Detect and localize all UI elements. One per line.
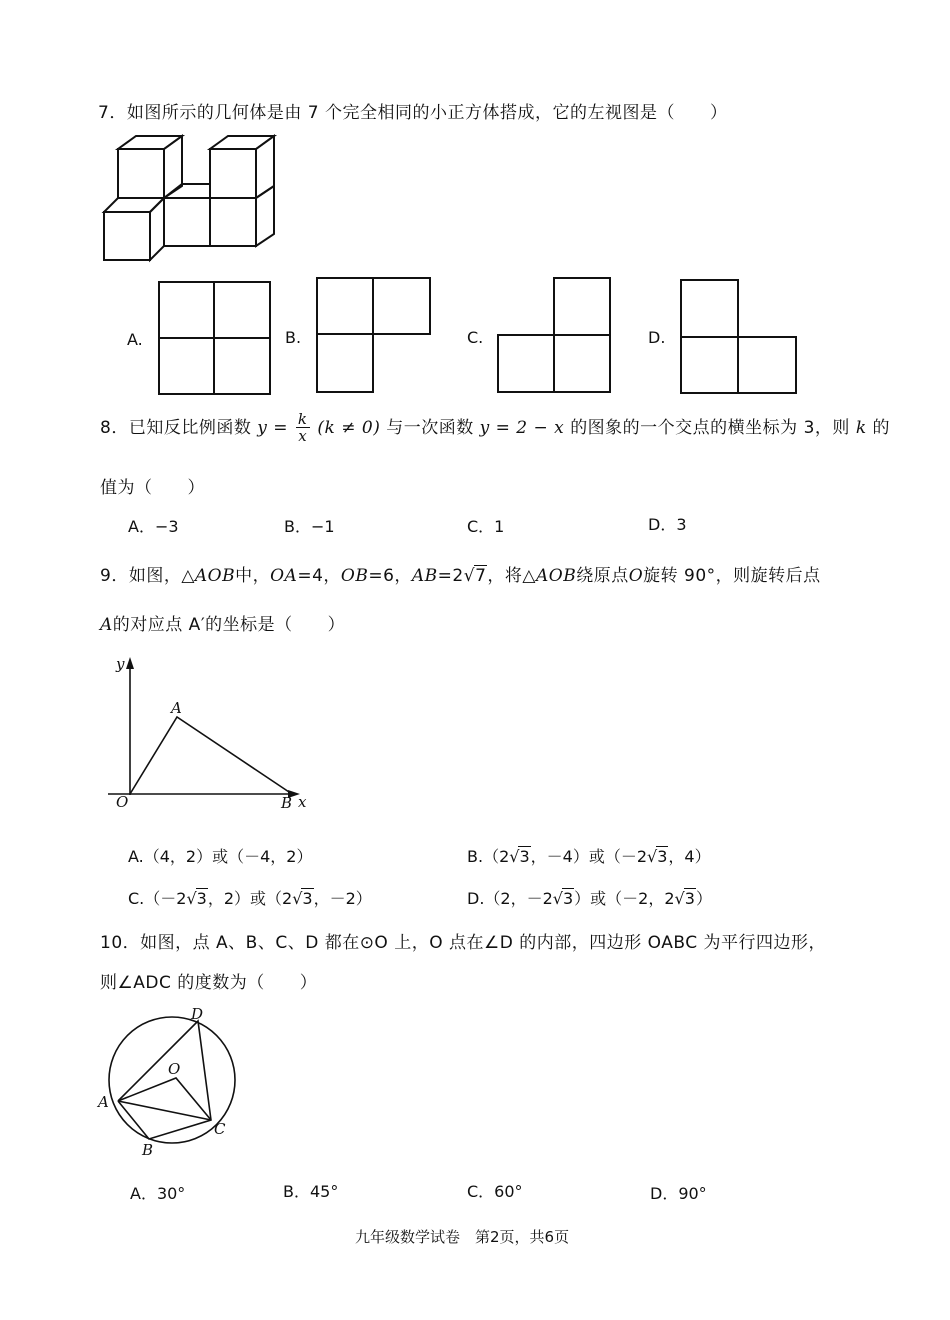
y-axis-arrow [126, 657, 134, 669]
q9-aob: AOB [194, 566, 236, 586]
page-footer: 九年级数学试卷 第2页，共6页 [355, 1228, 570, 1246]
q8-k: k [855, 418, 867, 438]
cube-back-right-top [210, 136, 274, 198]
q8-condition: (k ≠ 0) [317, 418, 381, 438]
q8-mid: 与一次函数 [386, 418, 474, 438]
q9-sqrt-radicand: 7 [475, 566, 487, 586]
q8-prefix: 8．已知反比例函数 [100, 418, 252, 438]
q8-tail: 的 [872, 418, 891, 438]
q9-t6: ，将△ [487, 566, 536, 586]
q9-d-sqrt2: √3 [674, 889, 695, 908]
q7-cube-solid-figure [100, 132, 280, 267]
q9-c-part2: ，2）或（2 [207, 889, 293, 908]
q8-fraction [296, 412, 310, 444]
q7-option-b-label: B. [285, 328, 302, 347]
q9-t3: =4， [297, 566, 341, 586]
q9-o: O [628, 566, 644, 586]
q8-stem-line2: 值为（ ） [100, 478, 205, 498]
q10-option-d: D．90° [650, 1184, 707, 1203]
label-b: B [281, 794, 293, 812]
label-x: x [298, 793, 307, 811]
cube-front-right [210, 186, 274, 246]
q9-option-c [128, 886, 372, 909]
q8-option-c: C．1 [467, 517, 505, 536]
q7-option-d-label: D. [648, 328, 666, 347]
q8-fraction-numerator: k [297, 410, 308, 428]
cube-back-left-top [118, 136, 182, 198]
q9-t8: 旋转 90°，则旋转后点 [643, 566, 821, 586]
quadrilateral-abcd [118, 1021, 211, 1139]
q9-t4: =6， [368, 566, 412, 586]
q9-b-sqrt2: √3 [647, 847, 668, 866]
label-a: A [171, 699, 182, 717]
q8-linear-function: y = 2 − x [479, 418, 565, 438]
q8-suffix: 的图象的一个交点的横坐标为 3，则 [570, 418, 850, 438]
q9-b-sqrt1: √3 [509, 847, 530, 866]
cube-front-left [104, 198, 164, 260]
q10-stem-line2: 则∠ADC 的度数为（ ） [100, 973, 318, 993]
q7-option-a-label: A. [127, 330, 143, 349]
q7-option-c-figure [497, 277, 615, 397]
q7-option-a-figure [158, 281, 273, 396]
cube-middle-top-face [164, 184, 210, 198]
label-d: D [191, 1005, 204, 1023]
q10-option-c: C．60° [467, 1182, 523, 1201]
q9-d-radicand2: 3 [684, 889, 695, 908]
q8-fraction-denominator: x [298, 427, 308, 445]
q9-a: A [100, 615, 113, 635]
q9-t5: =2 [437, 566, 464, 586]
q9-d-sqrt1: √3 [552, 889, 574, 908]
q9-b-part3: ，4） [668, 847, 711, 866]
triangle-aob [130, 717, 292, 794]
q8-y-eq: y = [257, 418, 288, 438]
q9-coordinate-figure [100, 655, 320, 815]
q9-c-radicand2: 3 [302, 889, 313, 908]
q7-option-d-figure [680, 279, 800, 397]
q9-d-radicand1: 3 [562, 889, 574, 908]
q9-c-part3: ，－2） [313, 889, 372, 908]
label-o: O [116, 793, 129, 811]
q8-option-d: D．3 [648, 515, 687, 534]
label-b: B [142, 1141, 154, 1159]
q9-c-sqrt2: √3 [292, 889, 313, 908]
q9-option-b [467, 844, 711, 867]
q9-d-part3: ） [695, 889, 712, 908]
label-y: y [116, 655, 125, 673]
q9-t1: 9．如图，△ [100, 566, 195, 586]
q9-ab: AB [411, 566, 438, 586]
q9-aob2: AOB [535, 566, 577, 586]
label-a: A [98, 1093, 109, 1111]
q9-c-sqrt1: √3 [186, 889, 207, 908]
q9-b-radicand2: 3 [657, 847, 668, 866]
q8-stem-line1 [100, 412, 890, 444]
q9-ob: OB [340, 566, 369, 586]
parallelogram-oabc [118, 1078, 211, 1120]
q9-t2: 中， [235, 566, 271, 586]
label-o: O [168, 1060, 181, 1078]
q9-t7: 绕原点 [576, 566, 629, 586]
q10-option-b: B．45° [283, 1182, 339, 1201]
q9-oa: OA [270, 566, 298, 586]
q9-stem-line1 [100, 561, 821, 586]
label-c: C [214, 1120, 226, 1138]
q7-option-c-label: C. [467, 328, 484, 347]
q9-sqrt: √7 [463, 566, 487, 586]
cube-front-middle [164, 198, 210, 246]
q9-c-part1: C.（－2 [128, 889, 187, 908]
q9-line2: 的对应点 A′的坐标是（ ） [112, 615, 346, 635]
q9-d-part1: D.（2，－2 [467, 889, 553, 908]
q10-option-a: A．30° [130, 1184, 186, 1203]
q9-c-radicand1: 3 [196, 889, 207, 908]
q9-b-part2: ，－4）或（－2 [530, 847, 648, 866]
q9-b-radicand1: 3 [519, 847, 530, 866]
q9-option-d [467, 886, 712, 909]
q8-option-a: A．−3 [128, 517, 179, 536]
q7-option-b-figure [316, 277, 434, 397]
q7-stem: 7．如图所示的几何体是由 7 个完全相同的小正方体搭成，它的左视图是（ ） [98, 103, 728, 123]
q9-b-part1: B.（2 [467, 847, 510, 866]
q10-stem-line1: 10．如图，点 A、B、C、D 都在⊙O 上，O 点在∠D 的内部，四边形 OABC 为平行四边形， [100, 933, 826, 953]
q9-d-part2: ）或（－2，2 [574, 889, 675, 908]
q9-option-a: A.（4，2）或（－4，2） [128, 847, 313, 866]
q9-stem-line2 [100, 610, 345, 635]
q10-circle-figure [96, 1003, 246, 1163]
q8-option-b: B．−1 [284, 517, 335, 536]
